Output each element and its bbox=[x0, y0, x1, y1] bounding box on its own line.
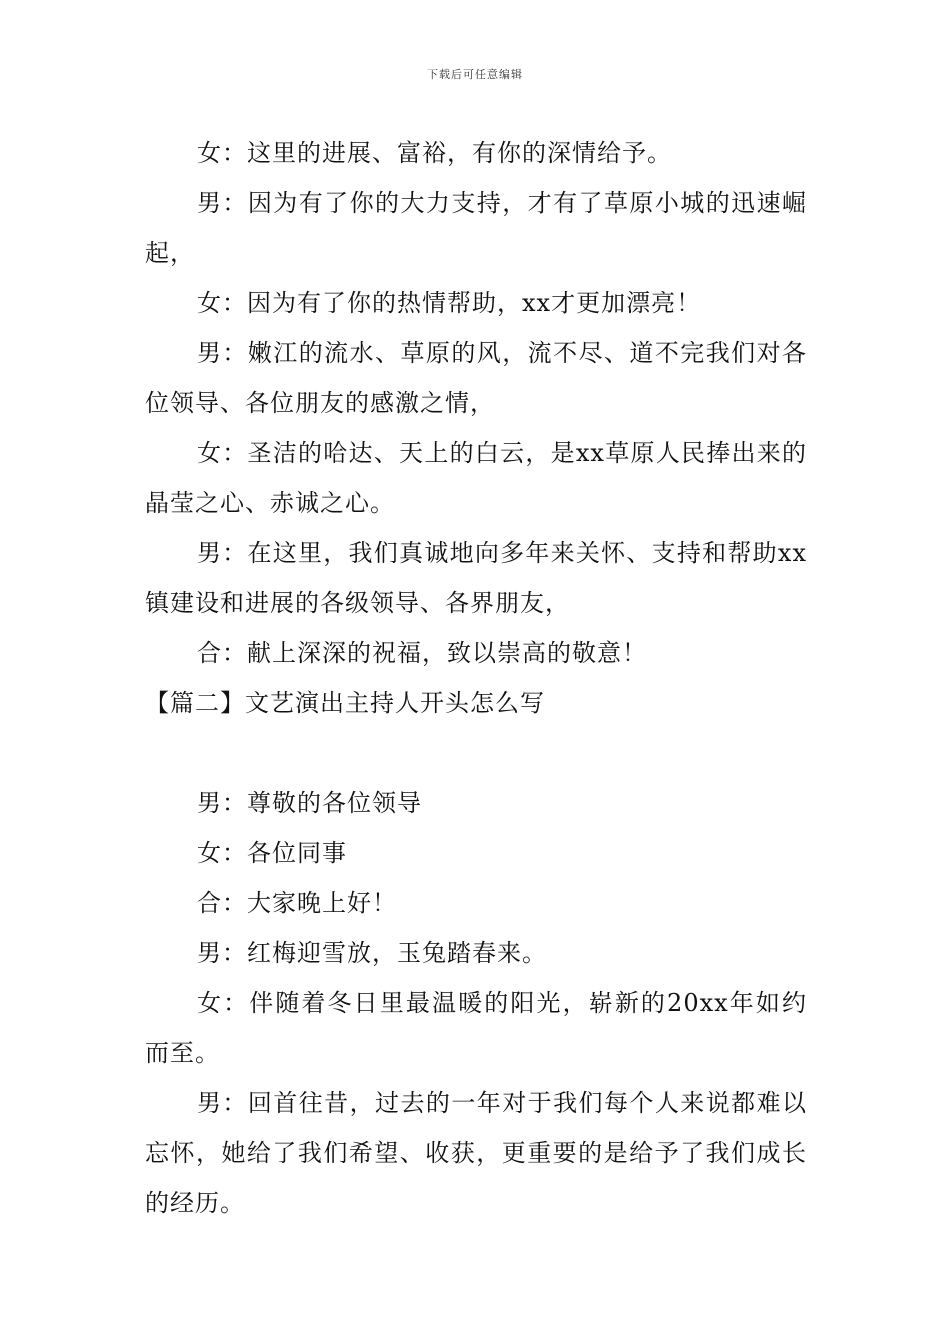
paragraph: 男：在这里，我们真诚地向多年来关怀、支持和帮助xx镇建设和进展的各级领导、各界朋友， bbox=[145, 539, 807, 617]
paragraph: 女：伴随着冬日里最温暖的阳光，崭新的20xx年如约而至。 bbox=[145, 989, 807, 1067]
section-title: 【篇二】文艺演出主持人开头怎么写 bbox=[145, 689, 545, 717]
paragraph: 合：大家晚上好！ bbox=[197, 889, 397, 917]
header-note: 下载后可任意编辑 bbox=[427, 68, 523, 81]
paragraph: 男：回首往昔，过去的一年对于我们每个人来说都难以忘怀，她给了我们希望、收获，更重要的是给予了我们成长的经历。 bbox=[145, 1089, 807, 1217]
paragraph: 女：这里的进展、富裕，有你的深情给予。 bbox=[197, 139, 672, 167]
blank-line bbox=[145, 728, 807, 778]
paragraph: 女：圣洁的哈达、天上的白云，是xx草原人民捧出来的晶莹之心、赤诚之心。 bbox=[145, 439, 807, 517]
paragraph: 男：嫩江的流水、草原的风，流不尽、道不完我们对各位领导、各位朋友的感激之情， bbox=[145, 339, 807, 417]
paragraph: 女：各位同事 bbox=[197, 839, 347, 867]
paragraph: 男：红梅迎雪放，玉兔踏春来。 bbox=[197, 939, 547, 967]
paragraph: 男：尊敬的各位领导 bbox=[197, 789, 422, 817]
document-body bbox=[145, 128, 807, 1228]
paragraph: 女：因为有了你的热情帮助，xx才更加漂亮！ bbox=[197, 289, 702, 317]
paragraph: 合：献上深深的祝福，致以崇高的敬意！ bbox=[197, 639, 647, 667]
paragraph: 男：因为有了你的大力支持，才有了草原小城的迅速崛起， bbox=[145, 189, 807, 267]
